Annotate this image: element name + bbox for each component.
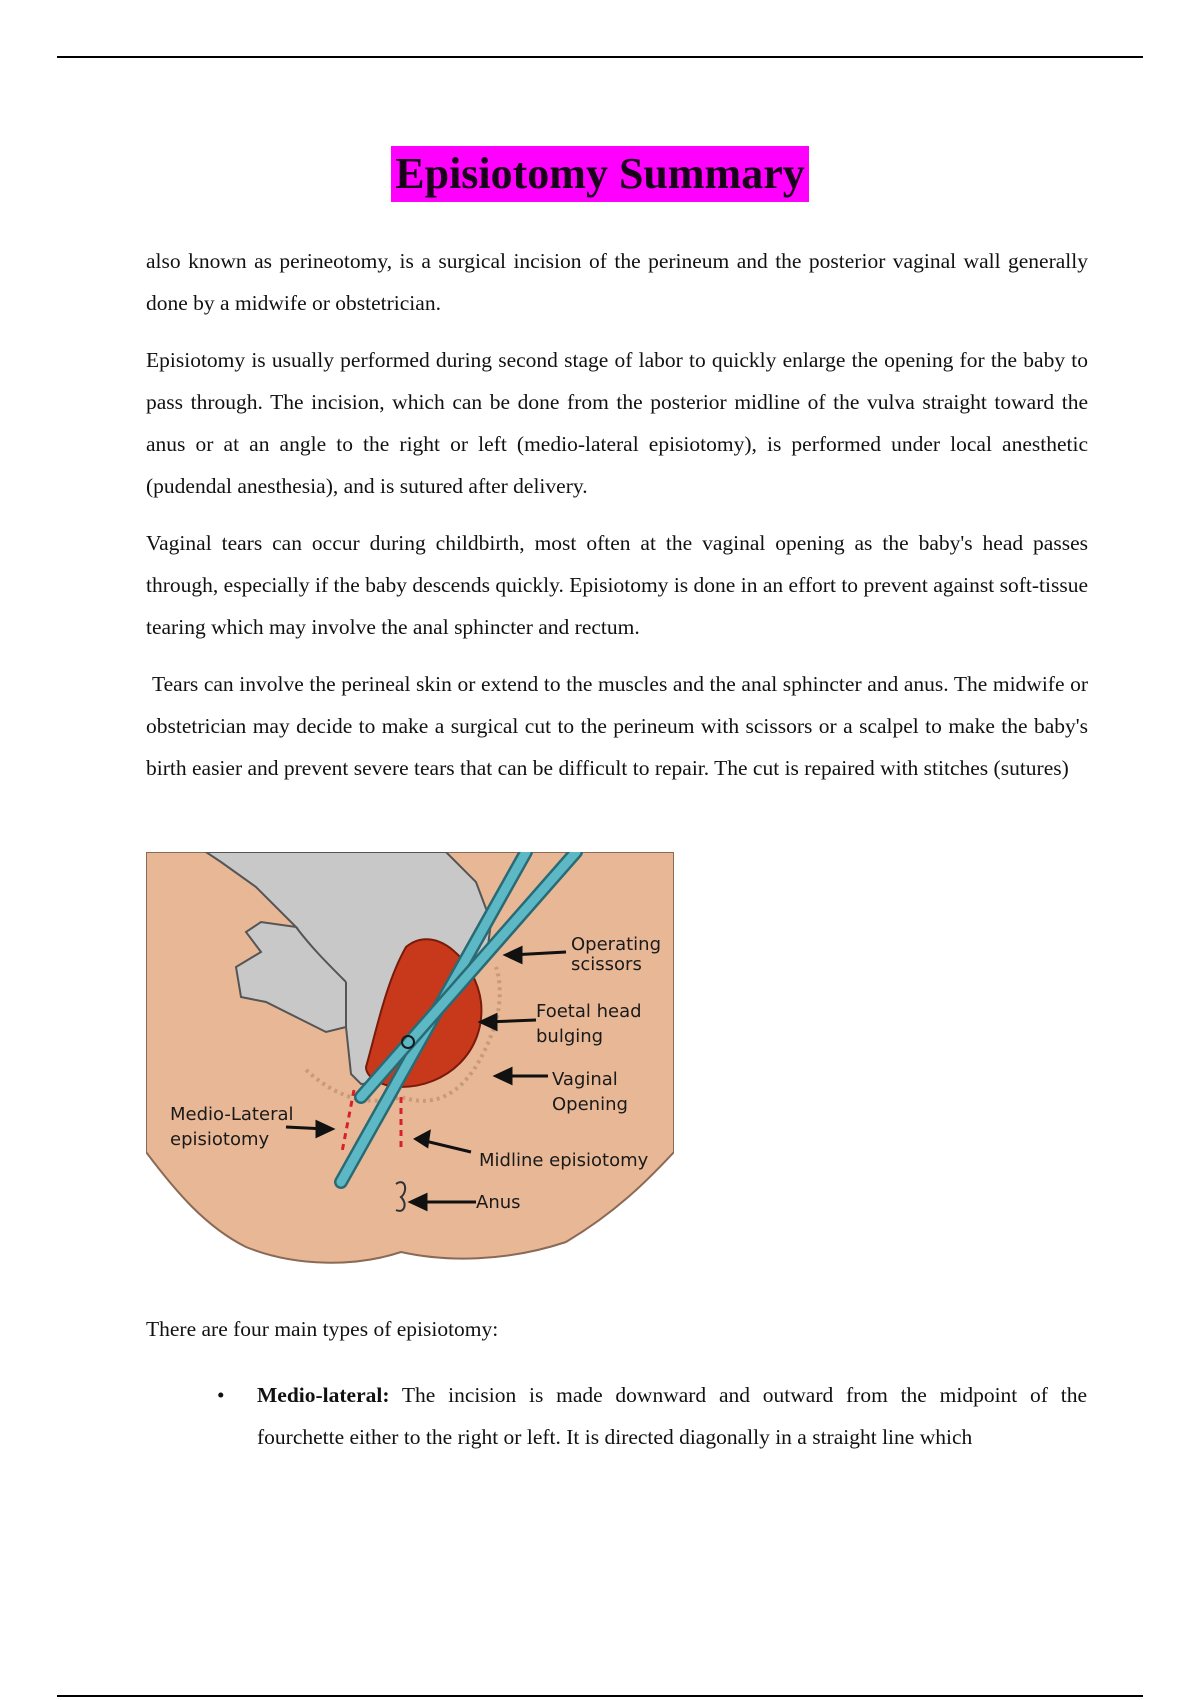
label-scissors-2: scissors — [571, 954, 642, 975]
label-opening-1: Vaginal — [552, 1069, 618, 1090]
list-bullet: • — [217, 1383, 225, 1407]
body-text — [146, 240, 1088, 804]
label-head-2: bulging — [536, 1026, 604, 1047]
header-rule — [57, 56, 1143, 58]
list-item-medio-lateral — [257, 1374, 1087, 1459]
paragraph-definition: also known as perineotomy, is a surgical incision of the perineum and the posterior vaginal wall generally done by a midwife or obstetrician. — [146, 249, 1088, 316]
paragraph-procedure: Episiotomy is usually performed during second stage of labor to quickly enlarge the opening for the baby to pass through. The incision, which can be done from the posterior midline of the vulva straight toward the anus or at an angle to the right or left (medio-lateral episiotomy), is performed under local anesthetic (pudendal anesthesia), and is sutured after delivery. — [146, 347, 1088, 499]
label-medio-2: episiotomy — [170, 1129, 270, 1150]
label-head-1: Foetal head — [536, 1001, 642, 1022]
title-container — [0, 146, 1200, 202]
types-intro: There are four main types of episiotomy: — [146, 1317, 499, 1341]
footer-rule — [57, 1695, 1143, 1697]
label-midline: Midline episiotomy — [479, 1150, 649, 1171]
label-anus: Anus — [476, 1192, 521, 1213]
label-opening-2: Opening — [552, 1094, 628, 1115]
label-scissors-1: Operating — [571, 934, 661, 955]
list-term: Medio-lateral: — [257, 1383, 390, 1407]
episiotomy-diagram — [146, 852, 674, 1277]
label-medio-1: Medio-Lateral — [170, 1104, 294, 1125]
page-title: Episiotomy Summary — [391, 146, 808, 202]
list-description: The incision is made downward and outward from the midpoint of the fourchette either to the right or left. It is directed diagonally in a straight line which — [257, 1383, 1087, 1450]
paragraph-tears: Vaginal tears can occur during childbirth, most often at the vaginal opening as the baby's head passes through, especially if the baby descends quickly. Episiotomy is done in an effort to prevent against soft-tissue tearing which may involve the anal sphincter and rectum. — [146, 530, 1088, 640]
types-list — [217, 1374, 1087, 1459]
paragraph-repair: Tears can involve the perineal skin or extend to the muscles and the anal sphincter and anus. The midwife or obstetrician may decide to make a surgical cut to the perineum with scissors or a scalpel to make the baby's birth easier and prevent severe tears that can be difficult to repair. The cut is repaired with stitches (sutures) — [146, 671, 1088, 781]
